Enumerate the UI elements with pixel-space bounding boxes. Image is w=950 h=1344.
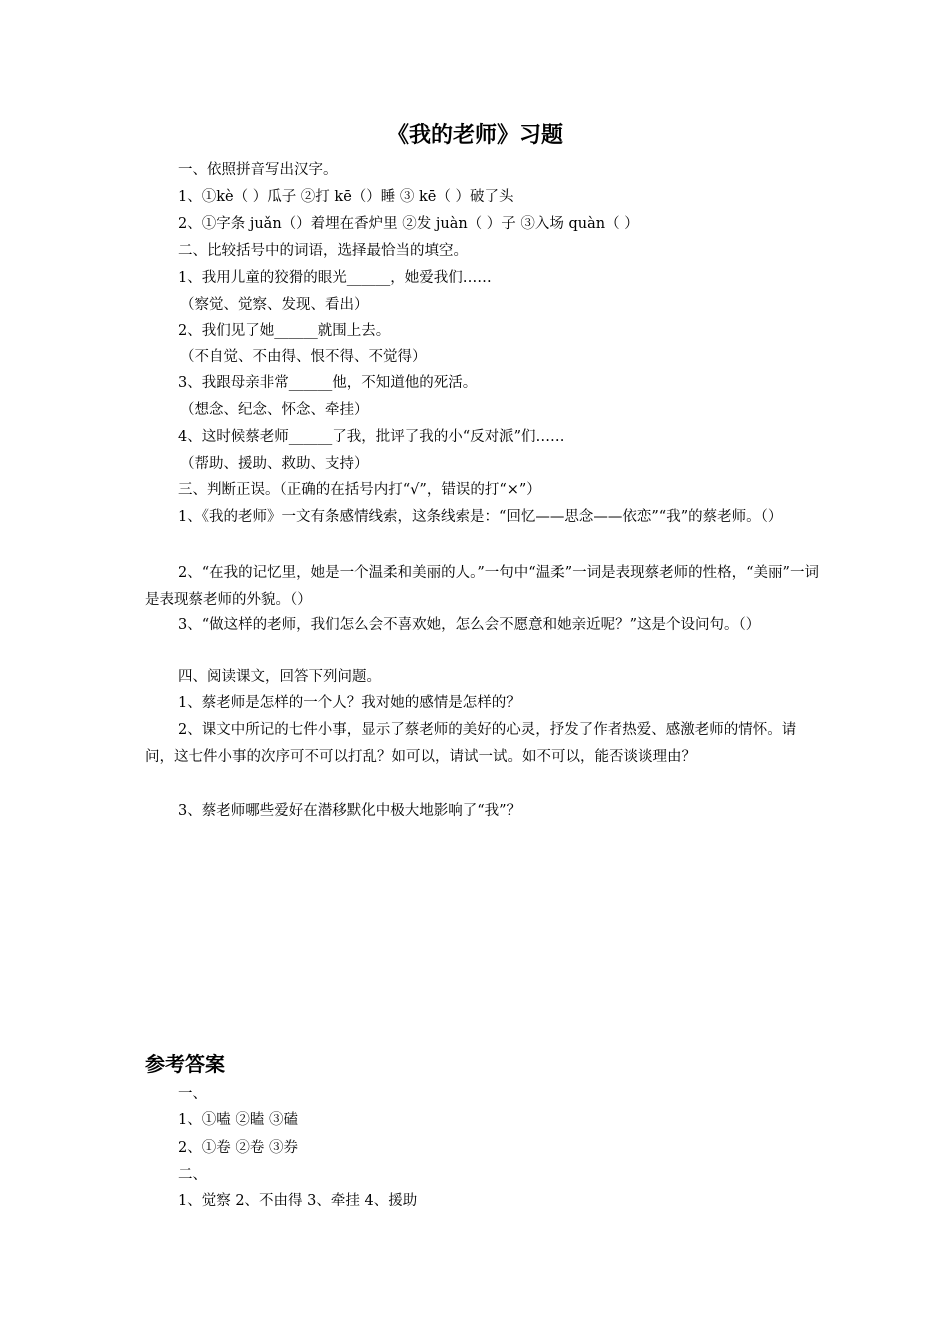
section2-question-1-options: （察觉、觉察、发现、看出） <box>180 297 369 313</box>
section2-question-2-options: （不自觉、不由得、恨不得、不觉得） <box>180 349 427 365</box>
section4-question-1: 1、蔡老师是怎样的一个人？我对她的感情是怎样的？ <box>178 695 521 711</box>
section4-question-2: 2、课文中所记的七件小事，显示了蔡老师的美好的心灵，抒发了作者热爱、感激老师的情怀。请问，这七件小事的次序可不可以打乱？如可以，请试一试。如不可以，能否谈谈理由？ <box>145 722 797 765</box>
section2-question-4-options: （帮助、援助、救助、支持） <box>180 456 369 472</box>
answers-part2-label: 二、 <box>178 1167 207 1183</box>
answers-part1-answer-2: 2、①卷 ②卷 ③券 <box>178 1140 298 1156</box>
section2-question-2: 2、我们见了她______就围上去。 <box>178 323 391 339</box>
section1-question-2: 2、①字条 juǎn（）着埋在香炉里 ②发 juàn（ ）子 ③入场 quàn（ ） <box>178 216 639 232</box>
section2-question-3-options: （想念、纪念、怀念、牵挂） <box>180 402 369 418</box>
section1-question-1: 1、①kè（ ）瓜子 ②打 kē（）睡 ③ kē（ ）破了头 <box>178 189 514 205</box>
section2-question-3: 3、我跟母亲非常______他，不知道他的死活。 <box>178 375 478 391</box>
section2-question-4: 4、这时候蔡老师______了我，批评了我的小“反对派”们…… <box>178 429 565 445</box>
section2-question-1: 1、我用儿童的狡猾的眼光______，她爱我们…… <box>178 270 492 286</box>
section1-heading: 一、依照拼音写出汉字。 <box>178 162 338 178</box>
section4-question-3: 3、蔡老师哪些爱好在潜移默化中极大地影响了“我”？ <box>178 803 522 819</box>
section3-question-1: 1、《我的老师》一文有条感情线索，这条线索是：“回忆——思念——依恋”“我”的蔡老师。（） <box>178 509 783 525</box>
section2-heading: 二、比较括号中的词语，选择最恰当的填空。 <box>178 243 468 259</box>
section3-question-2: 2、“在我的记忆里，她是一个温柔和美丽的人。”一句中“温柔”一词是表现蔡老师的性格，“美丽”一词是表现蔡老师的外貌。（） <box>145 565 819 608</box>
answers-part1-answer-1: 1、①嗑 ②瞌 ③磕 <box>178 1112 298 1128</box>
section3-heading: 三、判断正误。（正确的在括号内打“√”，错误的打“×”） <box>178 482 541 498</box>
answers-part1-label: 一、 <box>178 1086 207 1102</box>
answers-part2-answer-1: 1、觉察 2、不由得 3、牵挂 4、援助 <box>178 1193 418 1209</box>
section3-question-3: 3、“做这样的老师，我们怎么会不喜欢她，怎么会不愿意和她亲近呢？”这是个设问句。（） <box>178 617 761 633</box>
answers-heading: 参考答案 <box>145 1052 225 1076</box>
section4-heading: 四、阅读课文，回答下列问题。 <box>178 669 381 685</box>
page-title: 《我的老师》习题 <box>386 123 563 148</box>
